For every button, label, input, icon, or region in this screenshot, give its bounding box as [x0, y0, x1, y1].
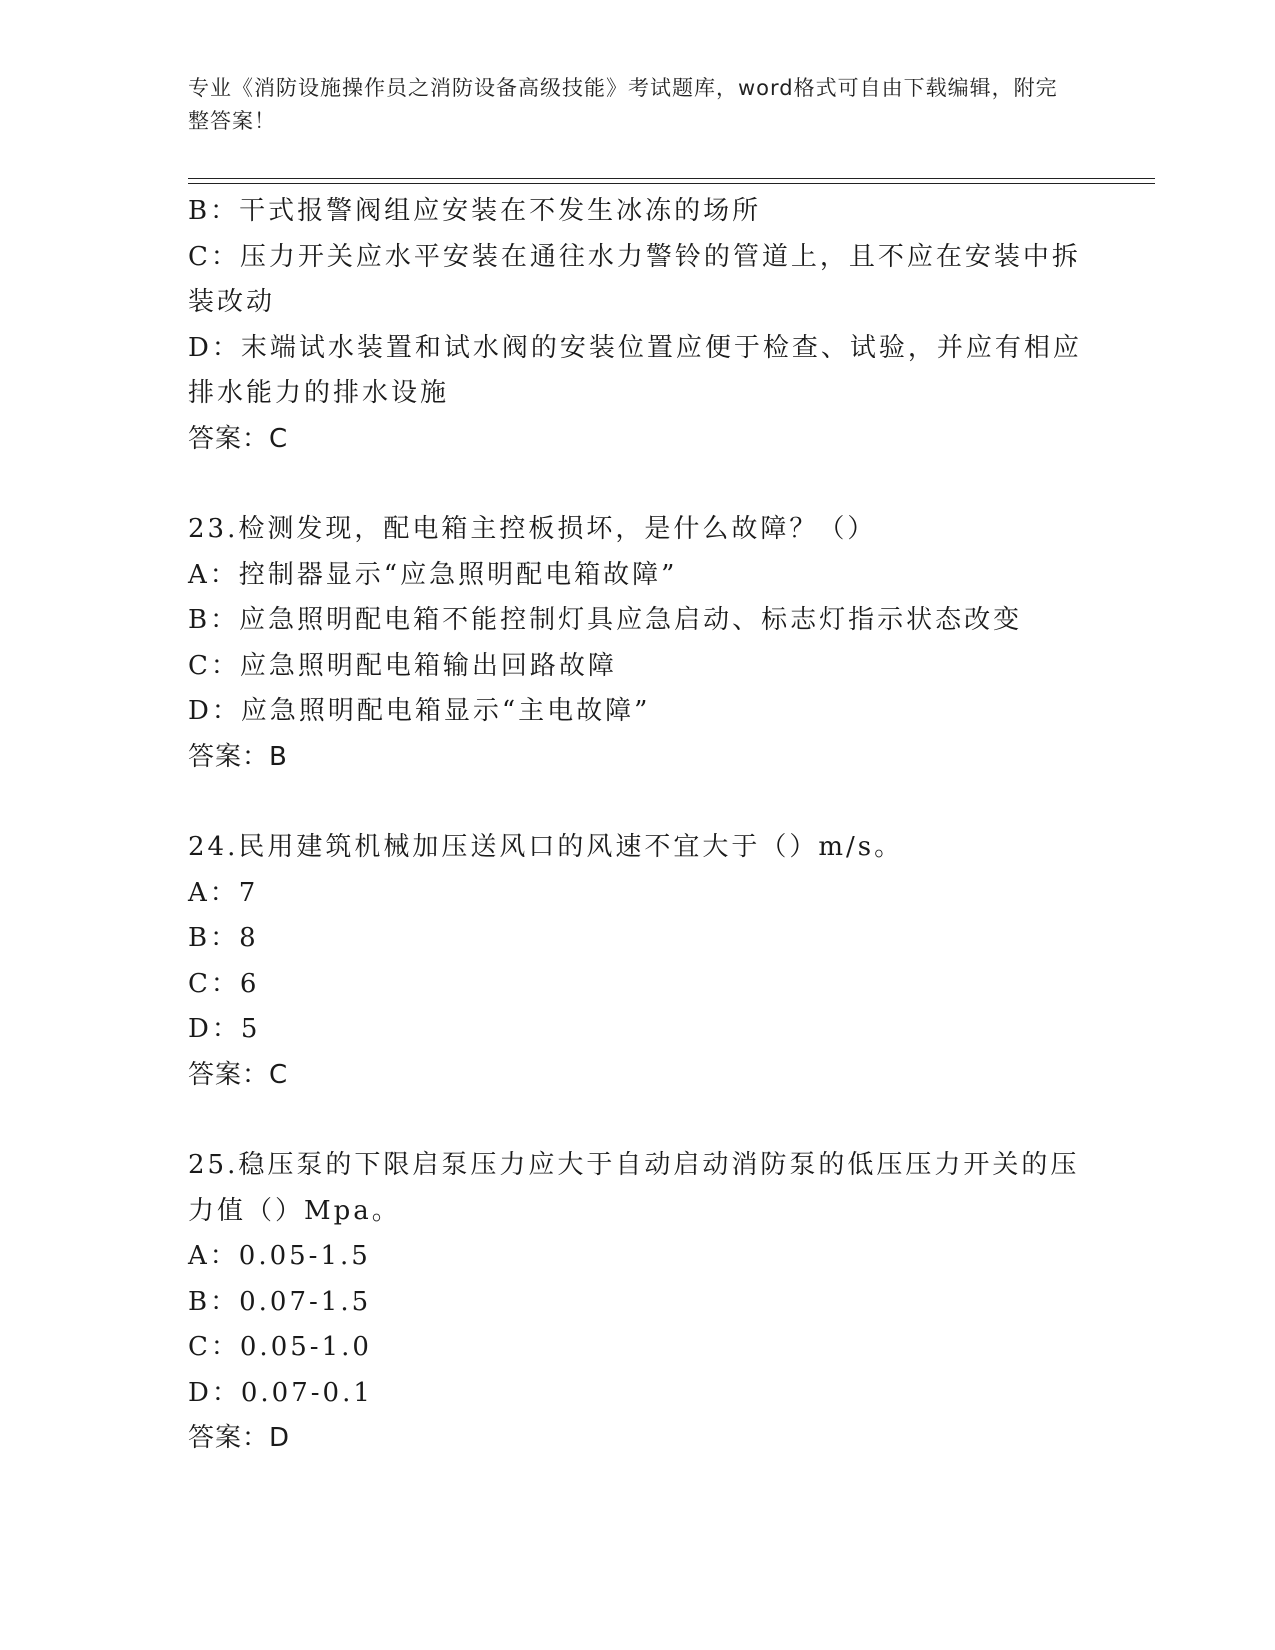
option-b: B：8 [188, 923, 259, 953]
option-b: B：应急照明配电箱不能控制灯具应急启动、标志灯指示状态改变 [188, 605, 1023, 635]
answer-line: 答案：D [188, 1423, 291, 1453]
answer-line: 答案：C [188, 1059, 289, 1090]
answer-line: 答案：C [188, 423, 289, 454]
question-text: 23.检测发现，配电箱主控板损坏，是什么故障？（） [188, 514, 877, 544]
header-divider-bottom [188, 183, 1155, 184]
spacer [188, 780, 1088, 825]
option-a: A：控制器显示“应急照明配电箱故障” [188, 559, 678, 590]
question-block-25 [188, 1143, 1088, 1462]
question-text: 24.民用建筑机械加压送风口的风速不宜大于（）m/s。 [188, 832, 904, 862]
option-c: C：压力开关应水平安装在通往水力警铃的管道上，且不应在安装中拆装改动 [188, 241, 1081, 317]
option-c: C：应急照明配电箱输出回路故障 [188, 650, 617, 681]
question-text: 25.稳压泵的下限启泵压力应大于自动启动消防泵的低压压力开关的压力值（）Mpa。 [188, 1150, 1080, 1226]
option-a: A：0.05-1.5 [188, 1241, 371, 1271]
option-d: D：末端试水装置和试水阀的安装位置应便于检查、试验，并应有相应排水能力的排水设施 [188, 332, 1082, 408]
option-d: D：5 [188, 1014, 261, 1044]
answer-line: 答案：B [188, 741, 288, 772]
spacer [188, 462, 1088, 507]
question-block-prev [188, 189, 1088, 462]
option-c: C：6 [188, 968, 260, 999]
spacer [188, 1098, 1088, 1143]
option-b: B：干式报警阀组应安装在不发生冰冻的场所 [188, 196, 762, 226]
document-header: 专业《消防设施操作员之消防设备高级技能》考试题库，word格式可自由下载编辑，附完整答案！ [188, 76, 1058, 133]
question-block-23 [188, 507, 1088, 780]
option-b: B：0.07-1.5 [188, 1286, 372, 1317]
question-block-24 [188, 825, 1088, 1098]
header-divider-top [188, 178, 1155, 179]
option-c: C：0.05-1.0 [188, 1332, 372, 1362]
option-d: D：0.07-0.1 [188, 1377, 373, 1408]
option-d: D：应急照明配电箱显示“主电故障” [188, 696, 651, 726]
option-a: A：7 [188, 877, 259, 908]
question-list [188, 189, 1088, 1462]
